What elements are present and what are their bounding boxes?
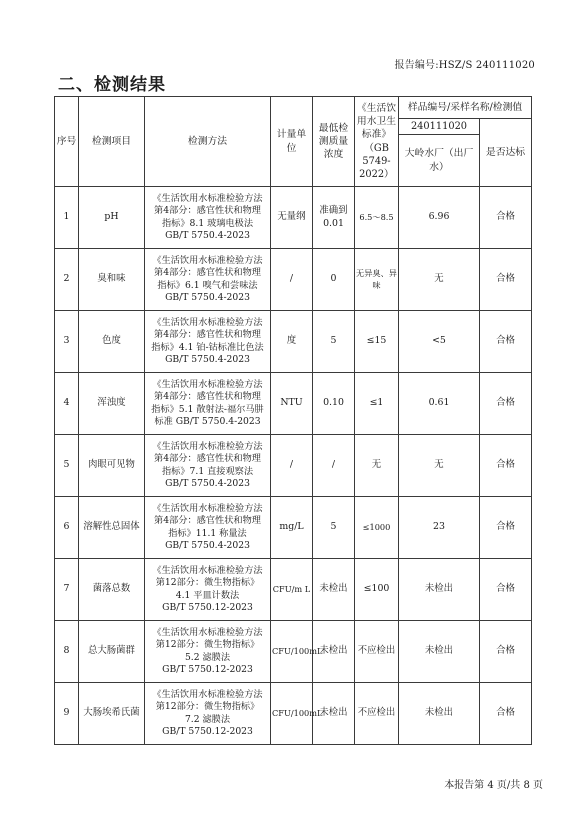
method-line: 《生活饮用水标准检验方法: [152, 688, 263, 700]
method-line: GB/T 5750.12-2023: [162, 725, 253, 737]
table-row: [55, 683, 532, 745]
method-line: 指标》11.1 称量法: [168, 527, 247, 539]
header-sample-name: 大岭水厂（出厂水）: [399, 135, 480, 187]
cell-method: [145, 621, 271, 683]
table-row: [55, 373, 532, 435]
cell-min-detect: 未检出: [313, 683, 355, 745]
method-line: 7.2 滤膜法: [184, 713, 231, 725]
cell-limit: ≤1: [355, 373, 399, 435]
method-line: GB/T 5750.12-2023: [162, 663, 253, 675]
cell-value: 6.96: [399, 187, 480, 249]
method-line: 《生活饮用水标准检验方法: [152, 192, 263, 204]
cell-value: 无: [399, 435, 480, 497]
method-line: 《生活饮用水标准检验方法: [152, 316, 263, 328]
header-min-detect: 最低检测质量浓度: [313, 97, 355, 187]
cell-min-detect: 5: [313, 497, 355, 559]
method-line: GB/T 5750.4-2023: [165, 539, 250, 551]
method-line: 《生活饮用水标准检验方法: [152, 564, 263, 576]
cell-unit: NTU: [271, 373, 313, 435]
cell-unit: CFU/m L: [271, 559, 313, 621]
section-title: 二、检测结果: [58, 75, 166, 95]
cell-seq: 2: [55, 249, 79, 311]
method-line: GB/T 5750.4-2023: [165, 353, 250, 365]
cell-method: [145, 187, 271, 249]
cell-value: 未检出: [399, 683, 480, 745]
method-line: 《生活饮用水标准检验方法: [152, 626, 263, 638]
cell-unit: 度: [271, 311, 313, 373]
cell-unit: mg/L: [271, 497, 313, 559]
cell-limit: 6.5～8.5: [355, 187, 399, 249]
cell-item: 浑浊度: [79, 373, 145, 435]
cell-seq: 8: [55, 621, 79, 683]
cell-limit: 不应检出: [355, 621, 399, 683]
method-line: 指标》4.1 铂-钴标准比色法: [151, 341, 264, 353]
cell-min-detect: 0: [313, 249, 355, 311]
cell-result: 合格: [480, 435, 532, 497]
cell-unit: /: [271, 435, 313, 497]
cell-seq: 3: [55, 311, 79, 373]
cell-item: 总大肠菌群: [79, 621, 145, 683]
method-line: 标准 GB/T 5750.4-2023: [154, 415, 261, 427]
cell-limit: ≤100: [355, 559, 399, 621]
method-line: 4.1 平皿计数法: [175, 589, 240, 601]
cell-item: 臭和味: [79, 249, 145, 311]
method-line: 《生活饮用水标准检验方法: [152, 378, 263, 390]
header-standard: 《生活饮用水卫生标准》（GB 5749-2022）: [355, 97, 399, 187]
cell-value: 未检出: [399, 621, 480, 683]
cell-limit: 不应检出: [355, 683, 399, 745]
cell-min-detect: 未检出: [313, 559, 355, 621]
cell-method: [145, 311, 271, 373]
cell-min-detect: 0.10: [313, 373, 355, 435]
cell-min-detect: 准确到0.01: [313, 187, 355, 249]
method-line: 第12部分：微生物指标》: [155, 701, 260, 713]
cell-min-detect: 未检出: [313, 621, 355, 683]
header-sample-id: 240111020: [399, 119, 480, 135]
cell-seq: 4: [55, 373, 79, 435]
method-line: 指标》5.1 散射法-福尔马肼: [151, 403, 264, 415]
method-line: 指标》7.1 直接观察法: [161, 465, 254, 477]
cell-value: <5: [399, 311, 480, 373]
method-line: 《生活饮用水标准检验方法: [152, 502, 263, 514]
table-row: [55, 187, 532, 249]
cell-item: 菌落总数: [79, 559, 145, 621]
cell-result: 合格: [480, 311, 532, 373]
method-line: 5.2 滤膜法: [184, 651, 231, 663]
table-row: [55, 621, 532, 683]
header-sample-group: 样品编号/采样名称/检测值: [399, 97, 532, 119]
cell-method: [145, 683, 271, 745]
cell-seq: 5: [55, 435, 79, 497]
method-line: 第12部分：微生物指标》: [155, 639, 260, 651]
cell-value: 未检出: [399, 559, 480, 621]
cell-result: 合格: [480, 559, 532, 621]
method-line: GB/T 5750.4-2023: [165, 229, 250, 241]
method-line: 《生活饮用水标准检验方法: [152, 254, 263, 266]
cell-method: [145, 497, 271, 559]
cell-seq: 6: [55, 497, 79, 559]
table-row: [55, 559, 532, 621]
method-line: 第4部分：感官性状和物理: [154, 453, 261, 465]
method-line: 第4部分：感官性状和物理: [154, 515, 261, 527]
cell-method: [145, 373, 271, 435]
header-item: 检测项目: [79, 97, 145, 187]
cell-result: 合格: [480, 621, 532, 683]
method-line: 第12部分：微生物指标》: [155, 577, 260, 589]
cell-value: 0.61: [399, 373, 480, 435]
cell-item: 色度: [79, 311, 145, 373]
cell-item: 肉眼可见物: [79, 435, 145, 497]
method-line: GB/T 5750.4-2023: [165, 477, 250, 489]
cell-method: [145, 435, 271, 497]
cell-min-detect: /: [313, 435, 355, 497]
header-compliance: 是否达标: [480, 119, 532, 187]
page-footer: 本报告第 4 页/共 8 页: [444, 780, 543, 791]
cell-unit: CFU/100mL: [271, 683, 313, 745]
cell-limit: 无: [355, 435, 399, 497]
header-seq: 序号: [55, 97, 79, 187]
header-method: 检测方法: [145, 97, 271, 187]
cell-method: [145, 249, 271, 311]
cell-result: 合格: [480, 683, 532, 745]
header-unit: 计量单位: [271, 97, 313, 187]
cell-item: pH: [79, 187, 145, 249]
table-row: [55, 435, 532, 497]
method-line: 《生活饮用水标准检验方法: [152, 440, 263, 452]
cell-result: 合格: [480, 373, 532, 435]
cell-result: 合格: [480, 497, 532, 559]
table-row: [55, 497, 532, 559]
cell-limit: 无异臭、异味: [355, 249, 399, 311]
cell-unit: 无量纲: [271, 187, 313, 249]
cell-method: [145, 559, 271, 621]
cell-unit: CFU/100mL: [271, 621, 313, 683]
cell-item: 溶解性总固体: [79, 497, 145, 559]
table-row: [55, 311, 532, 373]
cell-item: 大肠埃希氏菌: [79, 683, 145, 745]
method-line: GB/T 5750.4-2023: [165, 291, 250, 303]
cell-seq: 9: [55, 683, 79, 745]
method-line: 第4部分：感官性状和物理: [154, 205, 261, 217]
method-line: GB/T 5750.12-2023: [162, 601, 253, 613]
cell-seq: 7: [55, 559, 79, 621]
method-line: 第4部分：感官性状和物理: [154, 329, 261, 341]
cell-unit: /: [271, 249, 313, 311]
method-line: 第4部分：感官性状和物理: [154, 391, 261, 403]
table-row: [55, 249, 532, 311]
cell-result: 合格: [480, 187, 532, 249]
cell-min-detect: 5: [313, 311, 355, 373]
cell-result: 合格: [480, 249, 532, 311]
cell-limit: ≤15: [355, 311, 399, 373]
report-number: 报告编号:HSZ/S 240111020: [394, 60, 535, 71]
method-line: 指标》8.1 玻璃电极法: [161, 217, 254, 229]
results-table: [54, 96, 532, 745]
cell-value: 无: [399, 249, 480, 311]
cell-seq: 1: [55, 187, 79, 249]
cell-value: 23: [399, 497, 480, 559]
cell-limit: ≤1000: [355, 497, 399, 559]
method-line: 指标》6.1 嗅气和尝味法: [157, 279, 258, 291]
method-line: 第4部分：感官性状和物理: [154, 267, 261, 279]
